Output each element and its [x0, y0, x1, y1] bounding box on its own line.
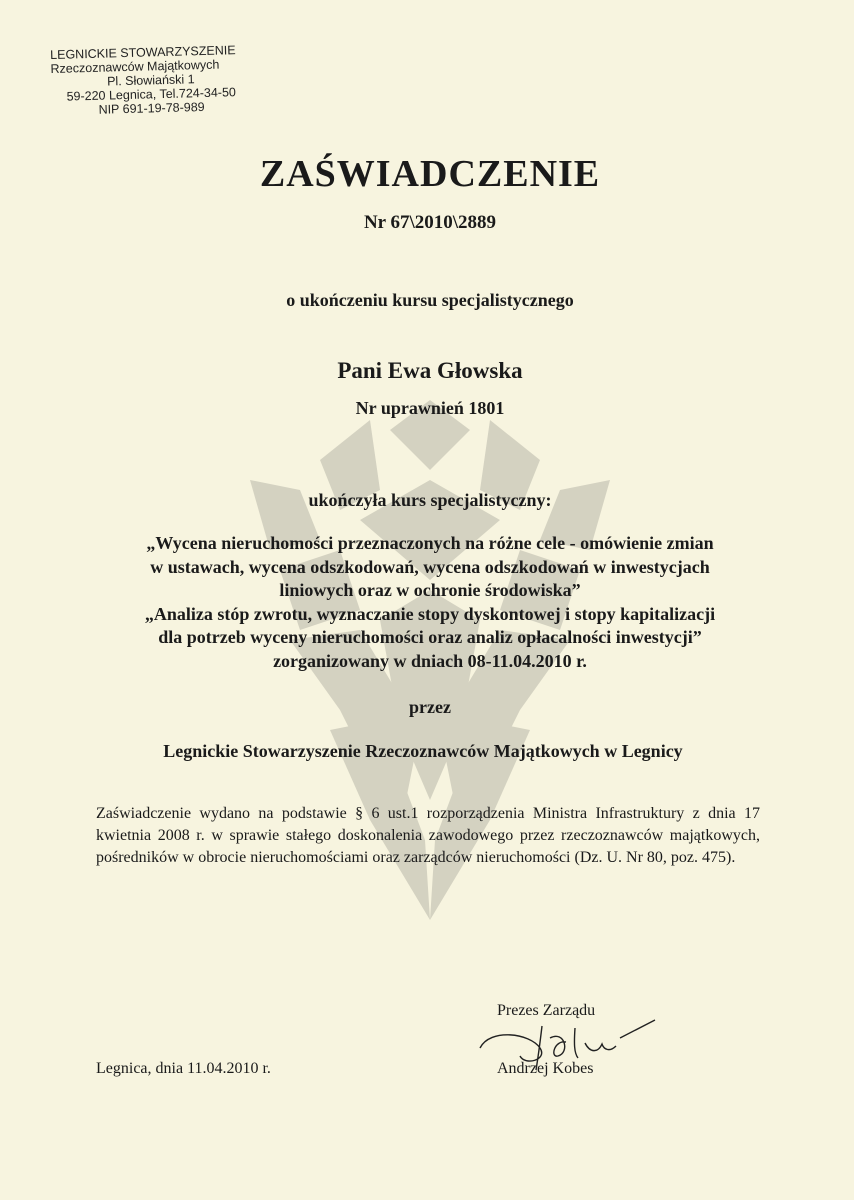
- place-and-date: Legnica, dnia 11.04.2010 r.: [96, 1060, 271, 1077]
- signatory-name: Andrzej Kobes: [497, 1060, 594, 1077]
- course-line: liniowych oraz w ochronie środowiska”: [279, 580, 581, 600]
- course-line: w ustawach, wycena odszkodowań, wycena odszkodowań w inwestycjach: [150, 556, 710, 577]
- stamp-line-name: LEGNICKIE STOWARZYSZENIE: [50, 43, 236, 62]
- stamp-line-address: Pl. Słowiański 1: [106, 72, 195, 89]
- certificate-number: Nr 67\2010\2889: [363, 212, 497, 233]
- course-line: „Wycena nieruchomości przeznaczonych na różne cele - omówienie zmian: [146, 533, 714, 553]
- completion-subtitle: o ukończeniu kursu specjalistycznego: [286, 290, 574, 310]
- course-description: [80, 532, 780, 673]
- course-dates: zorganizowany w dniach 08-11.04.2010 r.: [273, 650, 587, 671]
- stamp-line-subtitle: Rzeczoznawców Majątkowych: [50, 57, 220, 76]
- by-label: przez: [409, 697, 451, 717]
- course-line: „Analiza stóp zwrotu, wyznaczanie stopy dyskontowej i stopy kapitalizacji: [144, 603, 716, 624]
- permit-number: Nr uprawnień 1801: [355, 398, 505, 418]
- legal-basis-paragraph: Zaświadczenie wydano na podstawie § 6 ust.1 rozporządzenia Ministra Infrastruktury z dnia 17 kwietnia 2008 r. w sprawie stałego doskonalenia zawodowego przez rzeczoznawców majątkowych, pośredników w obrocie nieruchomościami oraz zarządców nieruchomości (Dz. U. Nr 80, poz. 475).: [96, 805, 760, 866]
- organization-stamp: [50, 43, 252, 118]
- signatory-title: Prezes Zarządu: [497, 1002, 596, 1019]
- stamp-line-city-phone: 59-220 Legnica, Tel.724-34-50: [66, 85, 237, 104]
- recipient-name: Pani Ewa Głowska: [337, 358, 523, 383]
- course-line: dla potrzeb wyceny nieruchomości oraz analiz opłacalności inwestycji”: [158, 627, 702, 647]
- completed-statement: ukończyła kurs specjalistyczny:: [308, 490, 552, 510]
- organizer-name: Legnickie Stowarzyszenie Rzeczoznawców Majątkowych w Legnicy: [163, 741, 683, 761]
- stamp-line-nip: NIP 691-19-78-989: [98, 99, 205, 117]
- document-title: ZAŚWIADCZENIE: [259, 153, 601, 195]
